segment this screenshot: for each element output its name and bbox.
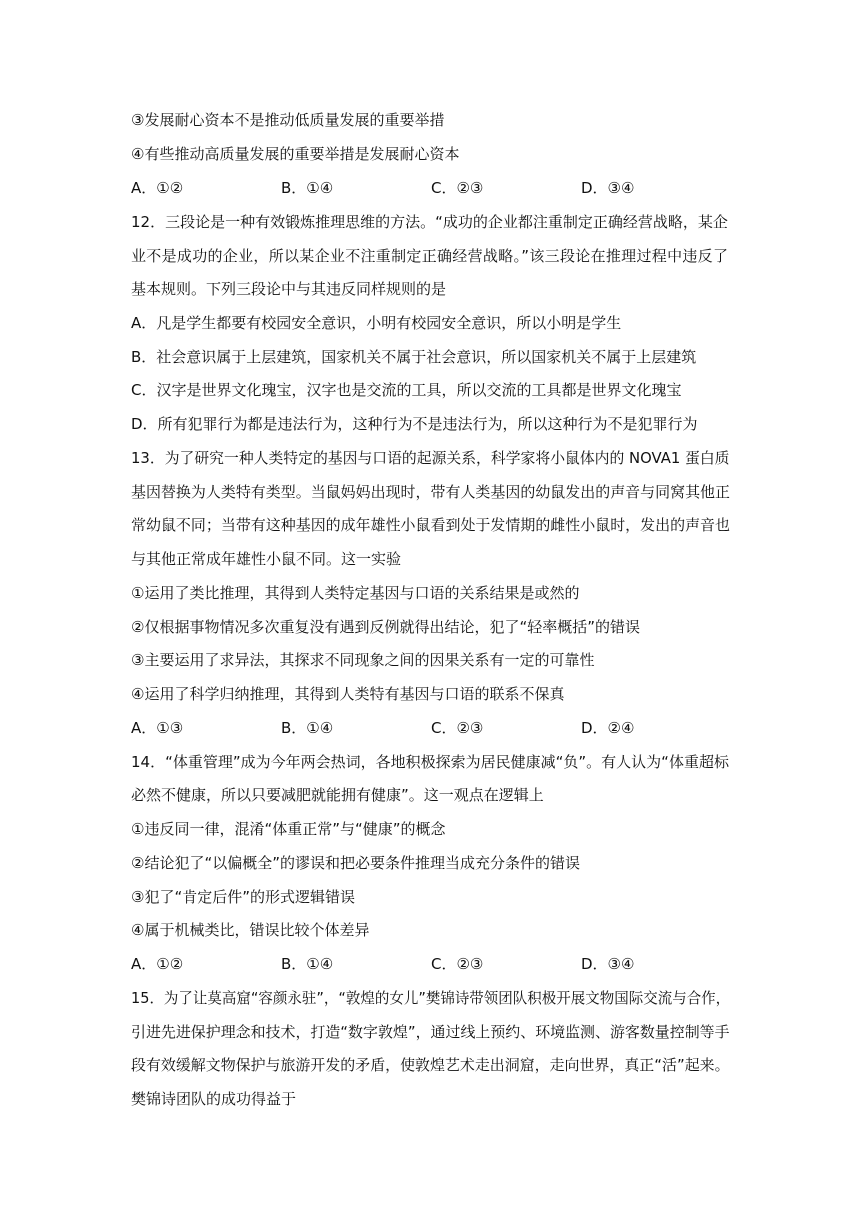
- q12-stem-line-1: 12．三段论是一种有效锻炼推理思维的方法。“成功的企业都注重制定正确经营战略，某企: [131, 213, 728, 231]
- q13-options: [131, 717, 731, 739]
- q11-option-a: A．①②: [131, 179, 184, 197]
- q14-stem-line-1: 14．“体重管理”成为今年两会热词，各地积极探索为居民健康减“负”。有人认为“体重超标: [131, 753, 729, 771]
- q13-item-1: ①运用了类比推理，其得到人类特定基因与口语的关系结果是或然的: [131, 584, 580, 602]
- q13-stem-line-2: 基因替换为人类特有类型。当鼠妈妈出现时，带有人类基因的幼鼠发出的声音与同窝其他正: [131, 483, 731, 501]
- q11-option-d: D．③④: [581, 179, 635, 197]
- q15-stem-line-1: 15．为了让莫高窟“容颜永驻”，“敦煌的女儿”樊锦诗带领团队积极开展文物国际交流与合作，: [131, 989, 731, 1007]
- q13-item-3: ③主要运用了求异法，其探求不同现象之间的因果关系有一定的可靠性: [131, 651, 595, 669]
- q15-stem-line-3: 段有效缓解文物保护与旅游开发的矛盾，使敦煌艺术走出洞窟，走向世界，真正“活”起来。: [131, 1056, 730, 1074]
- q13-stem-line-4: 与其他正常成年雄性小鼠不同。这一实验: [131, 550, 402, 568]
- q12-option-c: C．汉字是世界文化瑰宝，汉字也是交流的工具，所以交流的工具都是世界文化瑰宝: [131, 381, 682, 399]
- q13-option-c: C．②③: [431, 719, 484, 737]
- q14-stem-line-2: 必然不健康，所以只要减肥就能拥有健康”。这一观点在逻辑上: [131, 786, 544, 804]
- q14-option-b: B．①④: [281, 955, 334, 973]
- q13-stem-line-3: 常幼鼠不同；当带有这种基因的成年雄性小鼠看到处于发情期的雌性小鼠时，发出的声音也: [131, 516, 731, 534]
- q13-option-a: A．①③: [131, 719, 184, 737]
- q14-option-c: C．②③: [431, 955, 484, 973]
- q11-option-c: C．②③: [431, 179, 484, 197]
- q14-option-d: D．③④: [581, 955, 635, 973]
- q11-item-3: ③发展耐心资本不是推动低质量发展的重要举措: [131, 111, 445, 129]
- q14-item-2: ②结论犯了“以偏概全”的谬误和把必要条件推理当成充分条件的错误: [131, 854, 580, 872]
- q14-options: [131, 953, 731, 975]
- q11-option-b: B．①④: [281, 179, 334, 197]
- q15-stem-line-4: 樊锦诗团队的成功得益于: [131, 1090, 297, 1108]
- q12-option-a: A．凡是学生都要有校园安全意识，小明有校园安全意识，所以小明是学生: [131, 314, 622, 332]
- q12-stem-line-3: 基本规则。下列三段论中与其违反同样规则的是: [131, 280, 447, 298]
- q14-option-a: A．①②: [131, 955, 184, 973]
- q14-item-1: ①违反同一律，混淆“体重正常”与“健康”的概念: [131, 820, 446, 838]
- q11-options: [131, 177, 731, 199]
- q12-option-d: D．所有犯罪行为都是违法行为，这种行为不是违法行为，所以这种行为不是犯罪行为: [131, 415, 698, 433]
- q12-stem-line-2: 业不是成功的企业，所以某企业不注重制定正确经营战略。”该三段论在推理过程中违反了: [131, 247, 729, 265]
- q13-option-b: B．①④: [281, 719, 334, 737]
- q15-stem-line-2: 引进先进保护理念和技术，打造“数字敦煌”，通过线上预约、环境监测、游客数量控制等手: [131, 1023, 730, 1041]
- q12-option-b: B．社会意识属于上层建筑，国家机关不属于社会意识，所以国家机关不属于上层建筑: [131, 348, 697, 366]
- q13-stem-line-1: 13．为了研究一种人类特定的基因与口语的起源关系，科学家将小鼠体内的 NOVA1 蛋白质: [131, 449, 730, 467]
- q13-item-4: ④运用了科学归纳推理，其得到人类特有基因与口语的联系不保真: [131, 685, 565, 703]
- q11-item-4: ④有些推动高质量发展的重要举措是发展耐心资本: [131, 145, 460, 163]
- q13-item-2: ②仅根据事物情况多次重复没有遇到反例就得出结论，犯了“轻率概括”的错误: [131, 618, 640, 636]
- q13-option-d: D．②④: [581, 719, 635, 737]
- q14-item-3: ③犯了“肯定后件”的形式逻辑错误: [131, 888, 355, 906]
- q14-item-4: ④属于机械类比，错误比较个体差异: [131, 921, 370, 939]
